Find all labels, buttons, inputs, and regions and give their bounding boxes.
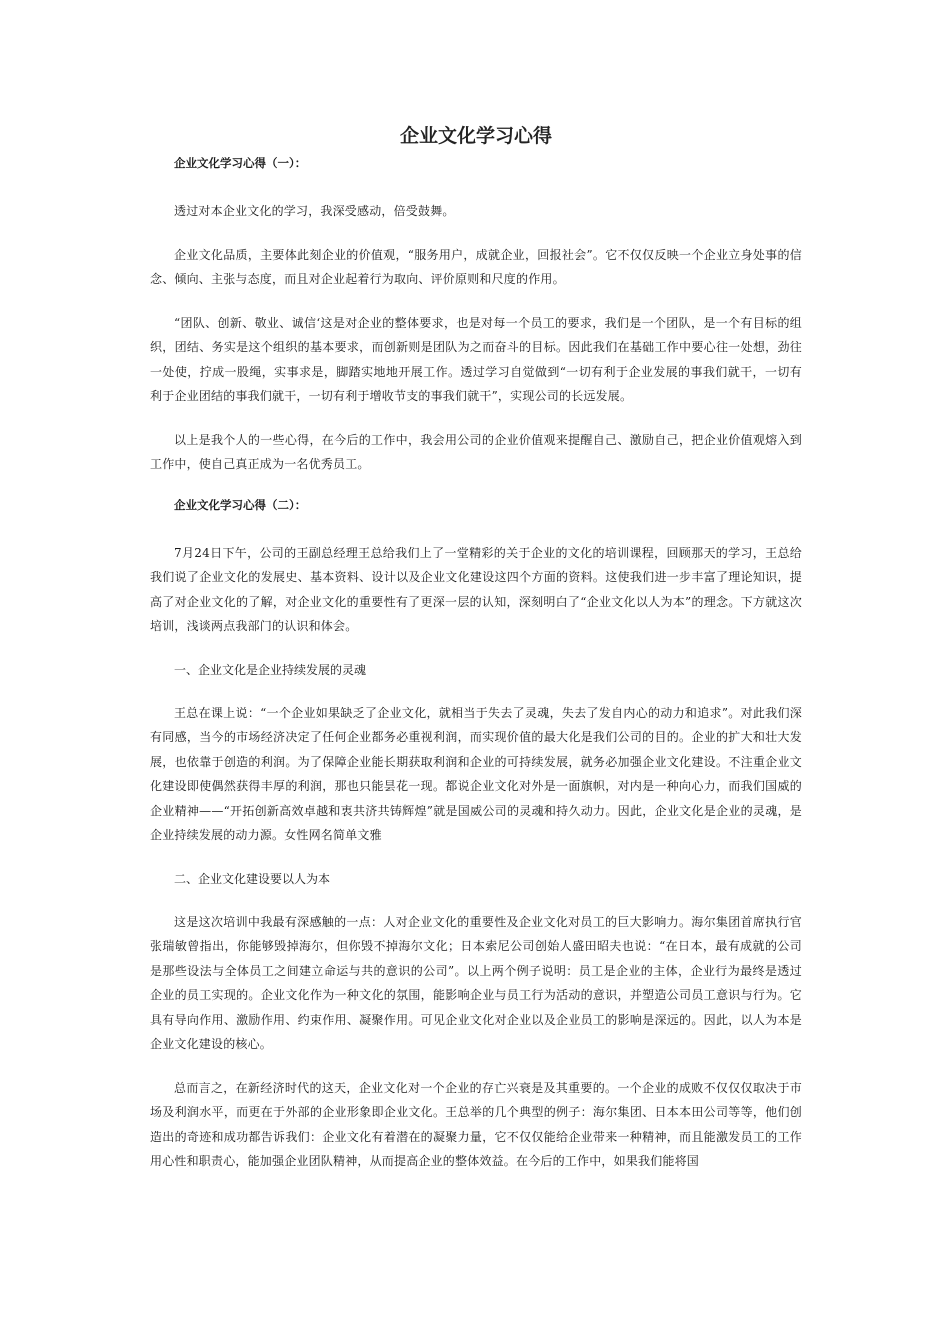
document-title: 企业文化学习心得 bbox=[399, 125, 552, 147]
paragraph: “团队、创新、敬业、诚信‘这是对企业的整体要求，也是对每一个员工的要求，我们是一个团队，是一个有目标的组织，团结、务实是这个组织的基本要求，而创新则是团队为之而奋斗的目标。因此我们在基础工作中要心往一处想，劲往一处使，拧成一股绳，实事求是，脚踏实地地开展工作。透过学习自觉做到“一切有利于企业发展的事我们就干，一切有利于企业团结的事我们就干，一切有利于增收节支的事我们就干”，实现公司的长远发展。 bbox=[150, 315, 802, 403]
paragraph: 以上是我个人的一些心得，在今后的工作中，我会用公司的企业价值观来提醒自己、激励自己，把企业价值观熔入到工作中，使自己真正成为一名优秀员工。 bbox=[150, 432, 802, 471]
part1-heading: 企业文化学习心得（一）： bbox=[174, 156, 307, 170]
paragraph: 总而言之，在新经济时代的这天，企业文化对一个企业的存亡兴衰是及其重要的。一个企业的成败不仅仅仅取决于市场及利润水平，而更在于外部的企业形象即企业文化。王总举的几个典型的例子：海尔集团、日本本田公司等等，他们创造出的奇迹和成功都告诉我们：企业文化有着潜在的凝聚力量，它不仅仅能给企业带来一种精神，而且能激发员工的工作用心性和职责心，能加强企业团队精神，从而提高企业的整体效益。在今后的工作中，如果我们能将国 bbox=[150, 1080, 802, 1168]
document-page bbox=[150, 122, 802, 1193]
paragraph: 企业文化品质，主要体此刻企业的价值观，“服务用户，成就企业，回报社会”。它不仅仅反映一个企业立身处事的信念、倾向、主张与态度，而且对企业起着行为取向、评价原则和尺度的作用。 bbox=[150, 247, 802, 286]
paragraph: 透过对本企业文化的学习，我深受感动，倍受鼓舞。 bbox=[174, 204, 455, 218]
section-title: 二、企业文化建设要以人为本 bbox=[174, 871, 331, 886]
part2-heading: 企业文化学习心得（二）： bbox=[174, 497, 307, 512]
paragraph: 7月24日下午，公司的王副总经理王总给我们上了一堂精彩的关于企业的文化的培训课程，回顾那天的学习，王总给我们说了企业文化的发展史、基本资料、设计以及企业文化建设这四个方面的资料。这使我们进一步丰富了理论知识，提高了对企业文化的了解，对企业文化的重要性有了更深一层的认知，深刻明白了“企业文化以人为本”的理念。下方就这次培训，浅谈两点我部门的认识和体会。 bbox=[150, 545, 802, 633]
section-title: 一、企业文化是企业持续发展的灵魂 bbox=[174, 662, 367, 677]
paragraph: 这是这次培训中我最有深感触的一点：人对企业文化的重要性及企业文化对员工的巨大影响力。海尔集团首席执行官张瑞敏曾指出，你能够毁掉海尔，但你毁不掉海尔文化；日本索尼公司创始人盛田昭夫也说：“在日本，最有成就的公司是那些设法与全体员工之间建立命运与共的意识的公司”。以上两个例子说明：员工是企业的主体，企业行为最终是透过企业的员工实现的。企业文化作为一种文化的氛围，能影响企业与员工行为活动的意识，并塑造公司员工意识与行为。它具有导向作用、激励作用、约束作用、凝聚作用。可见企业文化对企业以及企业员工的影响是深远的。因此，以人为本是企业文化建设的核心。 bbox=[150, 914, 802, 1051]
paragraph: 王总在课上说：“一个企业如果缺乏了企业文化，就相当于失去了灵魂，失去了发自内心的动力和追求”。对此我们深有同感，当今的市场经济决定了任何企业都务必重视利润，而实现价值的最大化是我们公司的目的。企业的扩大和壮大发展，也依靠于创造的利润。为了保障企业能长期获取利润和企业的可持续发展，就务必加强企业文化建设。不注重企业文化建设即使偶然获得丰厚的利润，那也只能昙花一现。都说企业文化对外是一面旗帜，对内是一种向心力，而我们国威的企业精神——“开拓创新高效卓越和衷共济共铸辉煌”就是国威公司的灵魂和持久动力。因此，企业文化是企业的灵魂，是企业持续发展的动力源。女性网名简单文雅 bbox=[150, 705, 802, 842]
